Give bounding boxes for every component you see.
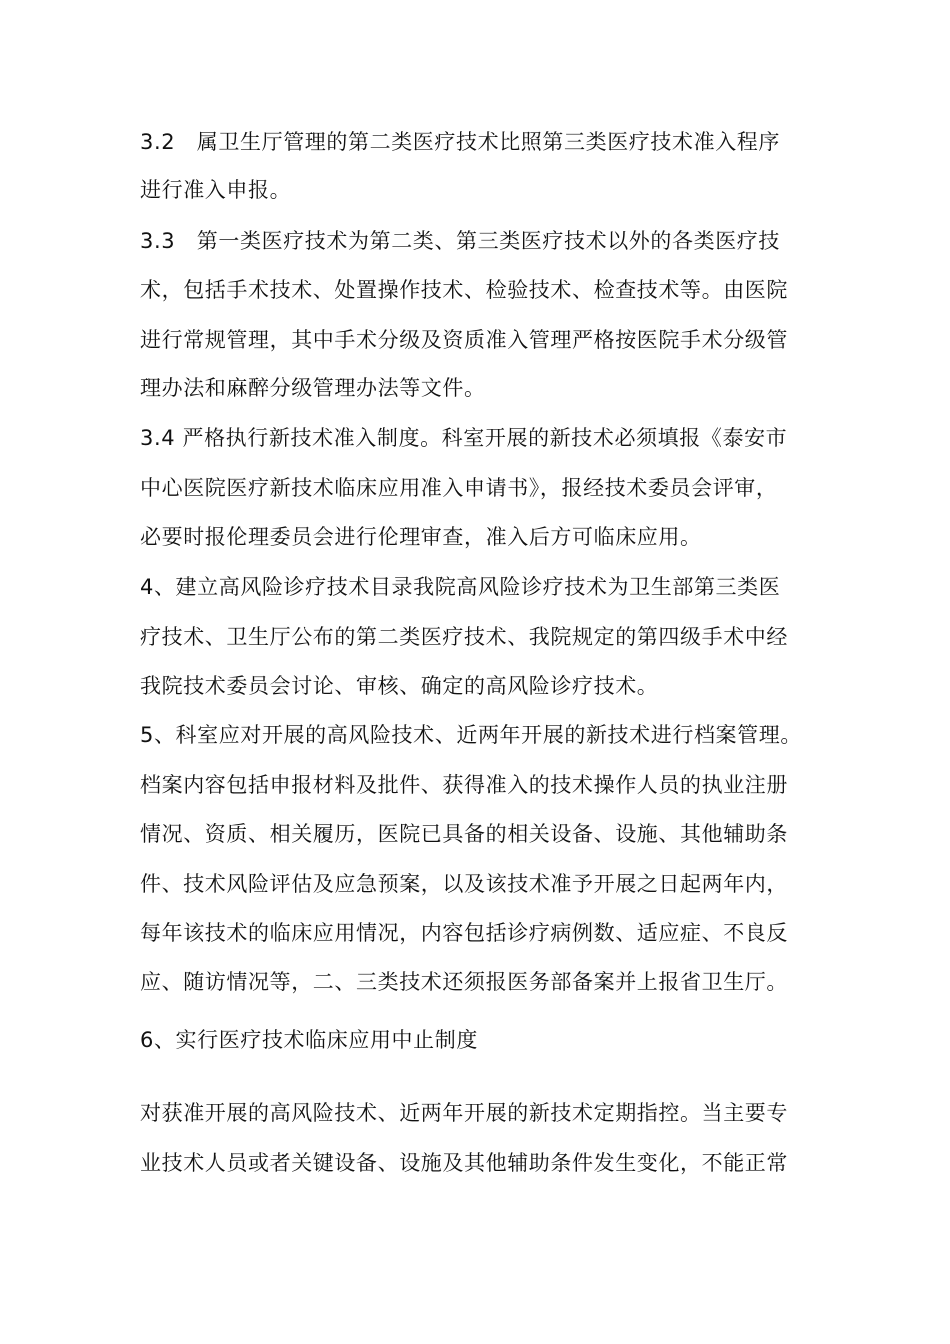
text-line: 理办法和麻醉分级管理办法等文件。: [140, 376, 486, 400]
text-line: 进行常规管理，其中手术分级及资质准入管理严格按医院手术分级管: [140, 328, 788, 352]
text-line: 疗技术、卫生厅公布的第二类医疗技术、我院规定的第四级手术中经: [140, 625, 788, 649]
text-line: 我院技术委员会讨论、审核、确定的高风险诊疗技术。: [140, 674, 659, 698]
text-line: 应、随访情况等，二、三类技术还须报医务部备案并上报省卫生厅。: [140, 970, 788, 994]
text-line: 3.3 第一类医疗技术为第二类、第三类医疗技术以外的各类医疗技: [140, 229, 780, 253]
text-line: 4、建立高风险诊疗技术目录我院高风险诊疗技术为卫生部第三类医: [140, 575, 781, 599]
text-line: 3.4 严格执行新技术准入制度。科室开展的新技术必须填报《泰安市: [140, 426, 788, 450]
text-line: 进行准入申报。: [140, 178, 292, 202]
text-line: 情况、资质、相关履历，医院已具备的相关设备、设施、其他辅助条: [140, 822, 788, 846]
text-line: 档案内容包括申报材料及批件、获得准入的技术操作人员的执业注册: [140, 773, 788, 797]
text-line: 术，包括手术技术、处置操作技术、检验技术、检查技术等。由医院: [140, 278, 788, 302]
text-line: 必要时报伦理委员会进行伦理审查，准入后方可临床应用。: [140, 525, 702, 549]
text-line: 中心医院医疗新技术临床应用准入申请书》，报经技术委员会评审，: [140, 476, 778, 500]
text-line: 3.2 属卫生厅管理的第二类医疗技术比照第三类医疗技术准入程序: [140, 130, 780, 154]
text-line: 6、实行医疗技术临床应用中止制度: [140, 1028, 478, 1052]
text-line: 每年该技术的临床应用情况，内容包括诊疗病例数、适应症、不良反: [140, 921, 788, 945]
text-line: 5、科室应对开展的高风险技术、近两年开展的新技术进行档案管理。: [140, 723, 802, 747]
text-line: 对获准开展的高风险技术、近两年开展的新技术定期指控。当主要专: [140, 1101, 788, 1125]
text-line: 件、技术风险评估及应急预案，以及该技术准予开展之日起两年内，: [140, 872, 788, 896]
text-line: 业技术人员或者关键设备、设施及其他辅助条件发生变化，不能正常: [140, 1151, 788, 1175]
